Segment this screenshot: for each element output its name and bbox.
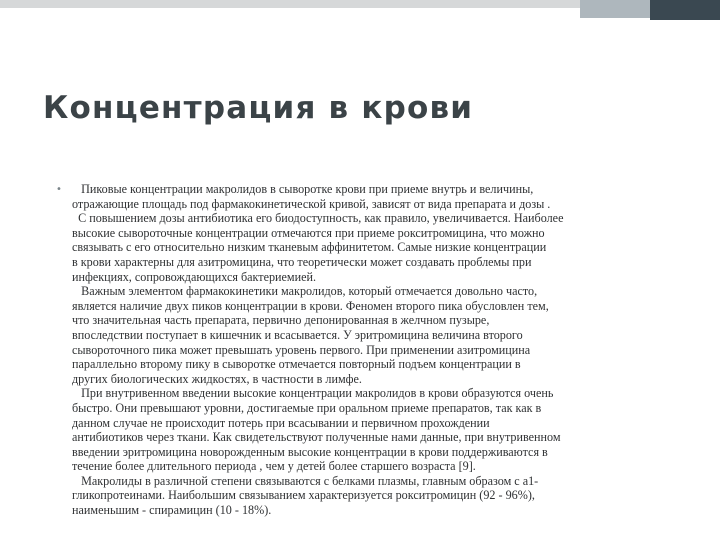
body-line: связывать с его относительно низким тканевым аффинитетом. Самые низкие концентрации bbox=[72, 240, 547, 255]
body-line: что значительная часть препарата, первично депонированная в желчном пузыре, bbox=[72, 313, 490, 328]
body-line: быстро. Они превышают уровни, достигаемые при оральном приеме препаратов, так как в bbox=[72, 400, 542, 415]
body-line: Макролиды в различной степени связываются с белками плазмы, главным образом с a1- bbox=[72, 473, 539, 488]
body-line: Пиковые концентрации макролидов в сыворотке крови при приеме внутрь и величины, bbox=[72, 182, 534, 196]
body-line: С повышением дозы антибиотика его биодоступность, как правило, увеличивается. Наиболее bbox=[72, 211, 564, 226]
top-dark-block bbox=[650, 0, 720, 20]
body-line: является наличие двух пиков концентрации в крови. Феномен второго пика обусловлен тем, bbox=[72, 298, 549, 313]
body-line: данном случае не происходит потерь при всасывании и первичном прохождении bbox=[72, 415, 490, 430]
body-line: параллельно второму пику в сыворотке отмечается повторный подъем концентрации в bbox=[72, 357, 521, 372]
body-line: антибиотиков через ткани. Как свидетельствуют полученные нами данные, при внутривенном bbox=[72, 430, 561, 445]
body-line: впоследствии поступает в кишечник и всасывается. У эритромицина величина второго bbox=[72, 327, 523, 342]
body-line: наименьшим - спирамицин (10 - 18%). bbox=[72, 503, 272, 518]
top-accent-block bbox=[580, 0, 650, 18]
body-line: высокие сывороточные концентрации отмечаются при приеме рокситромицина, что можно bbox=[72, 225, 545, 240]
body-line: Важным элементом фармакокинетики макролидов, который отмечается довольно часто, bbox=[72, 284, 538, 299]
bullet-icon: • bbox=[56, 184, 62, 195]
body-line: отражающие площадь под фармакокинетической кривой, зависят от вида препарата и дозы . bbox=[72, 196, 551, 211]
body-line: в крови характерны для азитромицина, что теоретически может создавать проблемы при bbox=[72, 254, 532, 269]
body-line: гликопротеинами. Наибольшим связыванием характеризуется рокситромицин (92 - 96%), bbox=[72, 488, 535, 503]
body-line: инфекциях, сопровождающихся бактериемией. bbox=[72, 269, 317, 284]
slide-title: Концентрация в крови bbox=[43, 90, 474, 126]
body-line: других биологических жидкостях, в частности в лимфе. bbox=[72, 371, 362, 386]
body-line: течение более длительного периода , чем у детей более старшего возраста [9]. bbox=[72, 459, 476, 474]
body-line: сывороточного пика может превышать уровень первого. При применении азитромицина bbox=[72, 342, 531, 357]
body-line: При внутривенном введении высокие концентрации макролидов в крови образуются очень bbox=[72, 386, 554, 401]
body-paragraph bbox=[72, 182, 684, 518]
body-line: введении эритромицина новорожденным высокие концентрации в крови поддерживаются в bbox=[72, 444, 548, 459]
